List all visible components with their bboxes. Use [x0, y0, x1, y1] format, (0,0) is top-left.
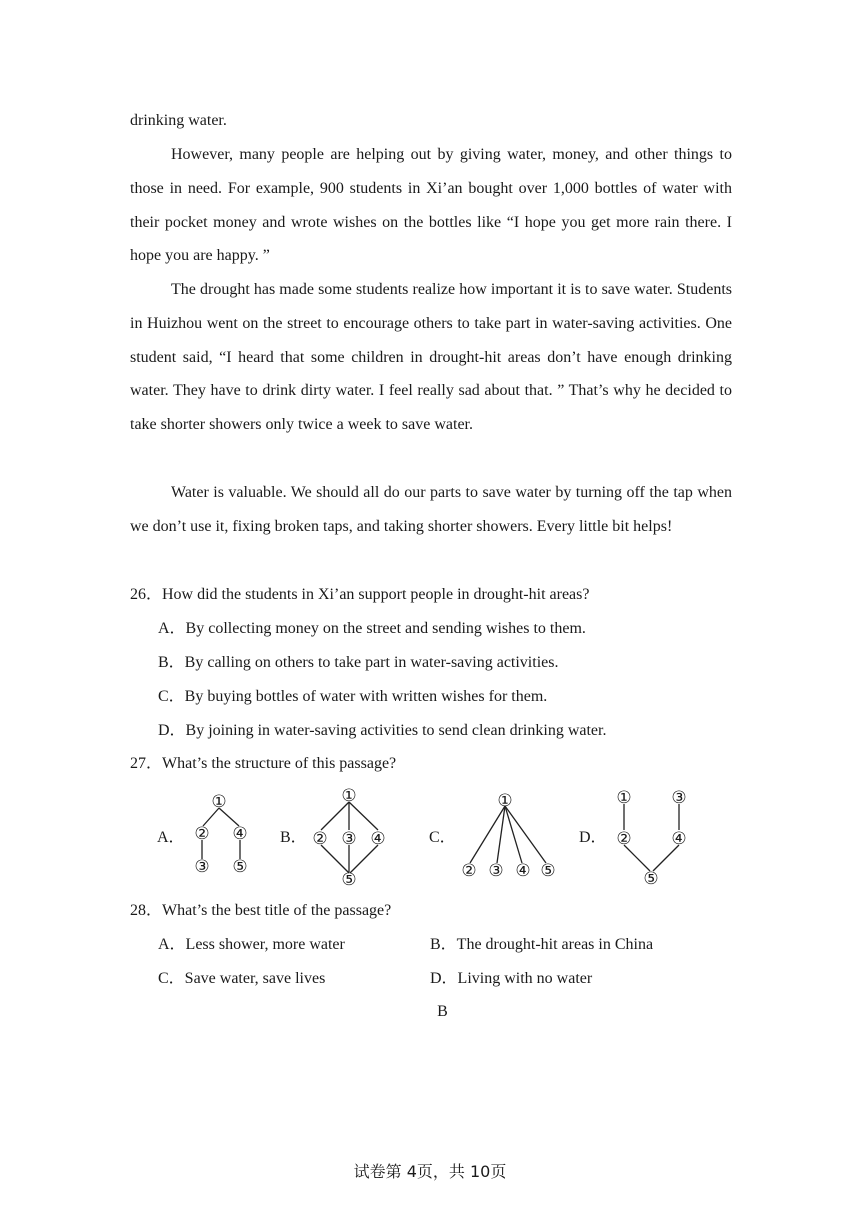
diagram-node-label: ④ — [515, 861, 531, 880]
diagram-node-label: ① — [616, 788, 632, 807]
diagram-node-label: ② — [461, 861, 477, 880]
passage-paragraph-3: Water is valuable. We should all do our parts to save water by turning off the tap when we don’t use it, fixing broken taps, and taking shorter showers. Every little bit helps! — [130, 484, 732, 535]
diagram-node-label: ⑤ — [643, 869, 659, 888]
diagram-node-label: ① — [211, 792, 227, 811]
passage-paragraph-1: However, many people are helping out by giving water, money, and other things to those in need. For example, 900 students in Xi’an bought over 1,000 bottles of water with their pocket money and wrote wishes on the bottles like “I hope you get more rain there. I hope you are happy. ” — [130, 146, 732, 265]
diagram-node-label: ② — [312, 829, 328, 848]
diagram-node-label: ④ — [232, 824, 248, 843]
diagram-node-label: ⑤ — [540, 861, 556, 880]
diagram-node-label: ⑤ — [232, 857, 248, 876]
question-26-option-a[interactable]: A．By collecting money on the street and sending wishes to them. — [158, 620, 586, 637]
diagram-node-label: ③ — [341, 829, 357, 848]
page-footer: 试卷第 4页，共 10页 — [353, 1162, 507, 1181]
diagram-node-label: ④ — [370, 829, 386, 848]
diagram-node-label: ⑤ — [341, 870, 357, 889]
diagram-node-label: ① — [497, 791, 513, 810]
question-28-option-b[interactable]: B．The drought-hit areas in China — [430, 936, 654, 953]
diagram-node-label: ① — [341, 786, 357, 805]
question-28-option-d[interactable]: D．Living with no water — [430, 970, 593, 987]
diagram-c[interactable] — [470, 806, 546, 863]
diagram-node-label: ③ — [671, 788, 687, 807]
question-26-option-b[interactable]: B．By calling on others to take part in water-saving activities. — [158, 654, 559, 671]
question-26-option-d[interactable]: D．By joining in water-saving activities to send clean drinking water. — [158, 722, 607, 739]
question-27-option-a-label[interactable]: A． — [157, 829, 185, 846]
question-26-option-c[interactable]: C．By buying bottles of water with written wishes for them. — [158, 688, 548, 705]
section-label: B — [437, 1003, 448, 1020]
question-28-option-c[interactable]: C．Save water, save lives — [158, 970, 326, 987]
passage-line-start: drinking water. — [130, 112, 227, 129]
question-28-option-a[interactable]: A．Less shower, more water — [158, 936, 345, 953]
question-27-option-b-label[interactable]: B． — [280, 829, 307, 846]
question-27-option-c-label[interactable]: C． — [429, 829, 456, 846]
diagram-node-label: ③ — [194, 857, 210, 876]
diagram-node-label: ④ — [671, 829, 687, 848]
question-28-stem: 28．What’s the best title of the passage? — [130, 902, 392, 919]
diagram-node-label: ② — [194, 824, 210, 843]
question-26-stem: 26．How did the students in Xi’an support people in drought-hit areas? — [130, 586, 590, 603]
question-27-option-d-label[interactable]: D． — [579, 829, 607, 846]
diagram-node-label: ② — [616, 829, 632, 848]
passage-paragraph-2: The drought has made some students realize how important it is to save water. Students in Huizhou went on the street to encourage others to take part in water-saving activities. One student said, “I heard that some children in drought-hit areas don’t have enough drinking water. They have to drink dirty water. I feel really sad about that. ” That’s why he decided to take shorter showers only twice a week to save water. — [130, 281, 732, 434]
diagram-node-label: ③ — [488, 861, 504, 880]
question-27-stem: 27．What’s the structure of this passage? — [130, 755, 397, 772]
